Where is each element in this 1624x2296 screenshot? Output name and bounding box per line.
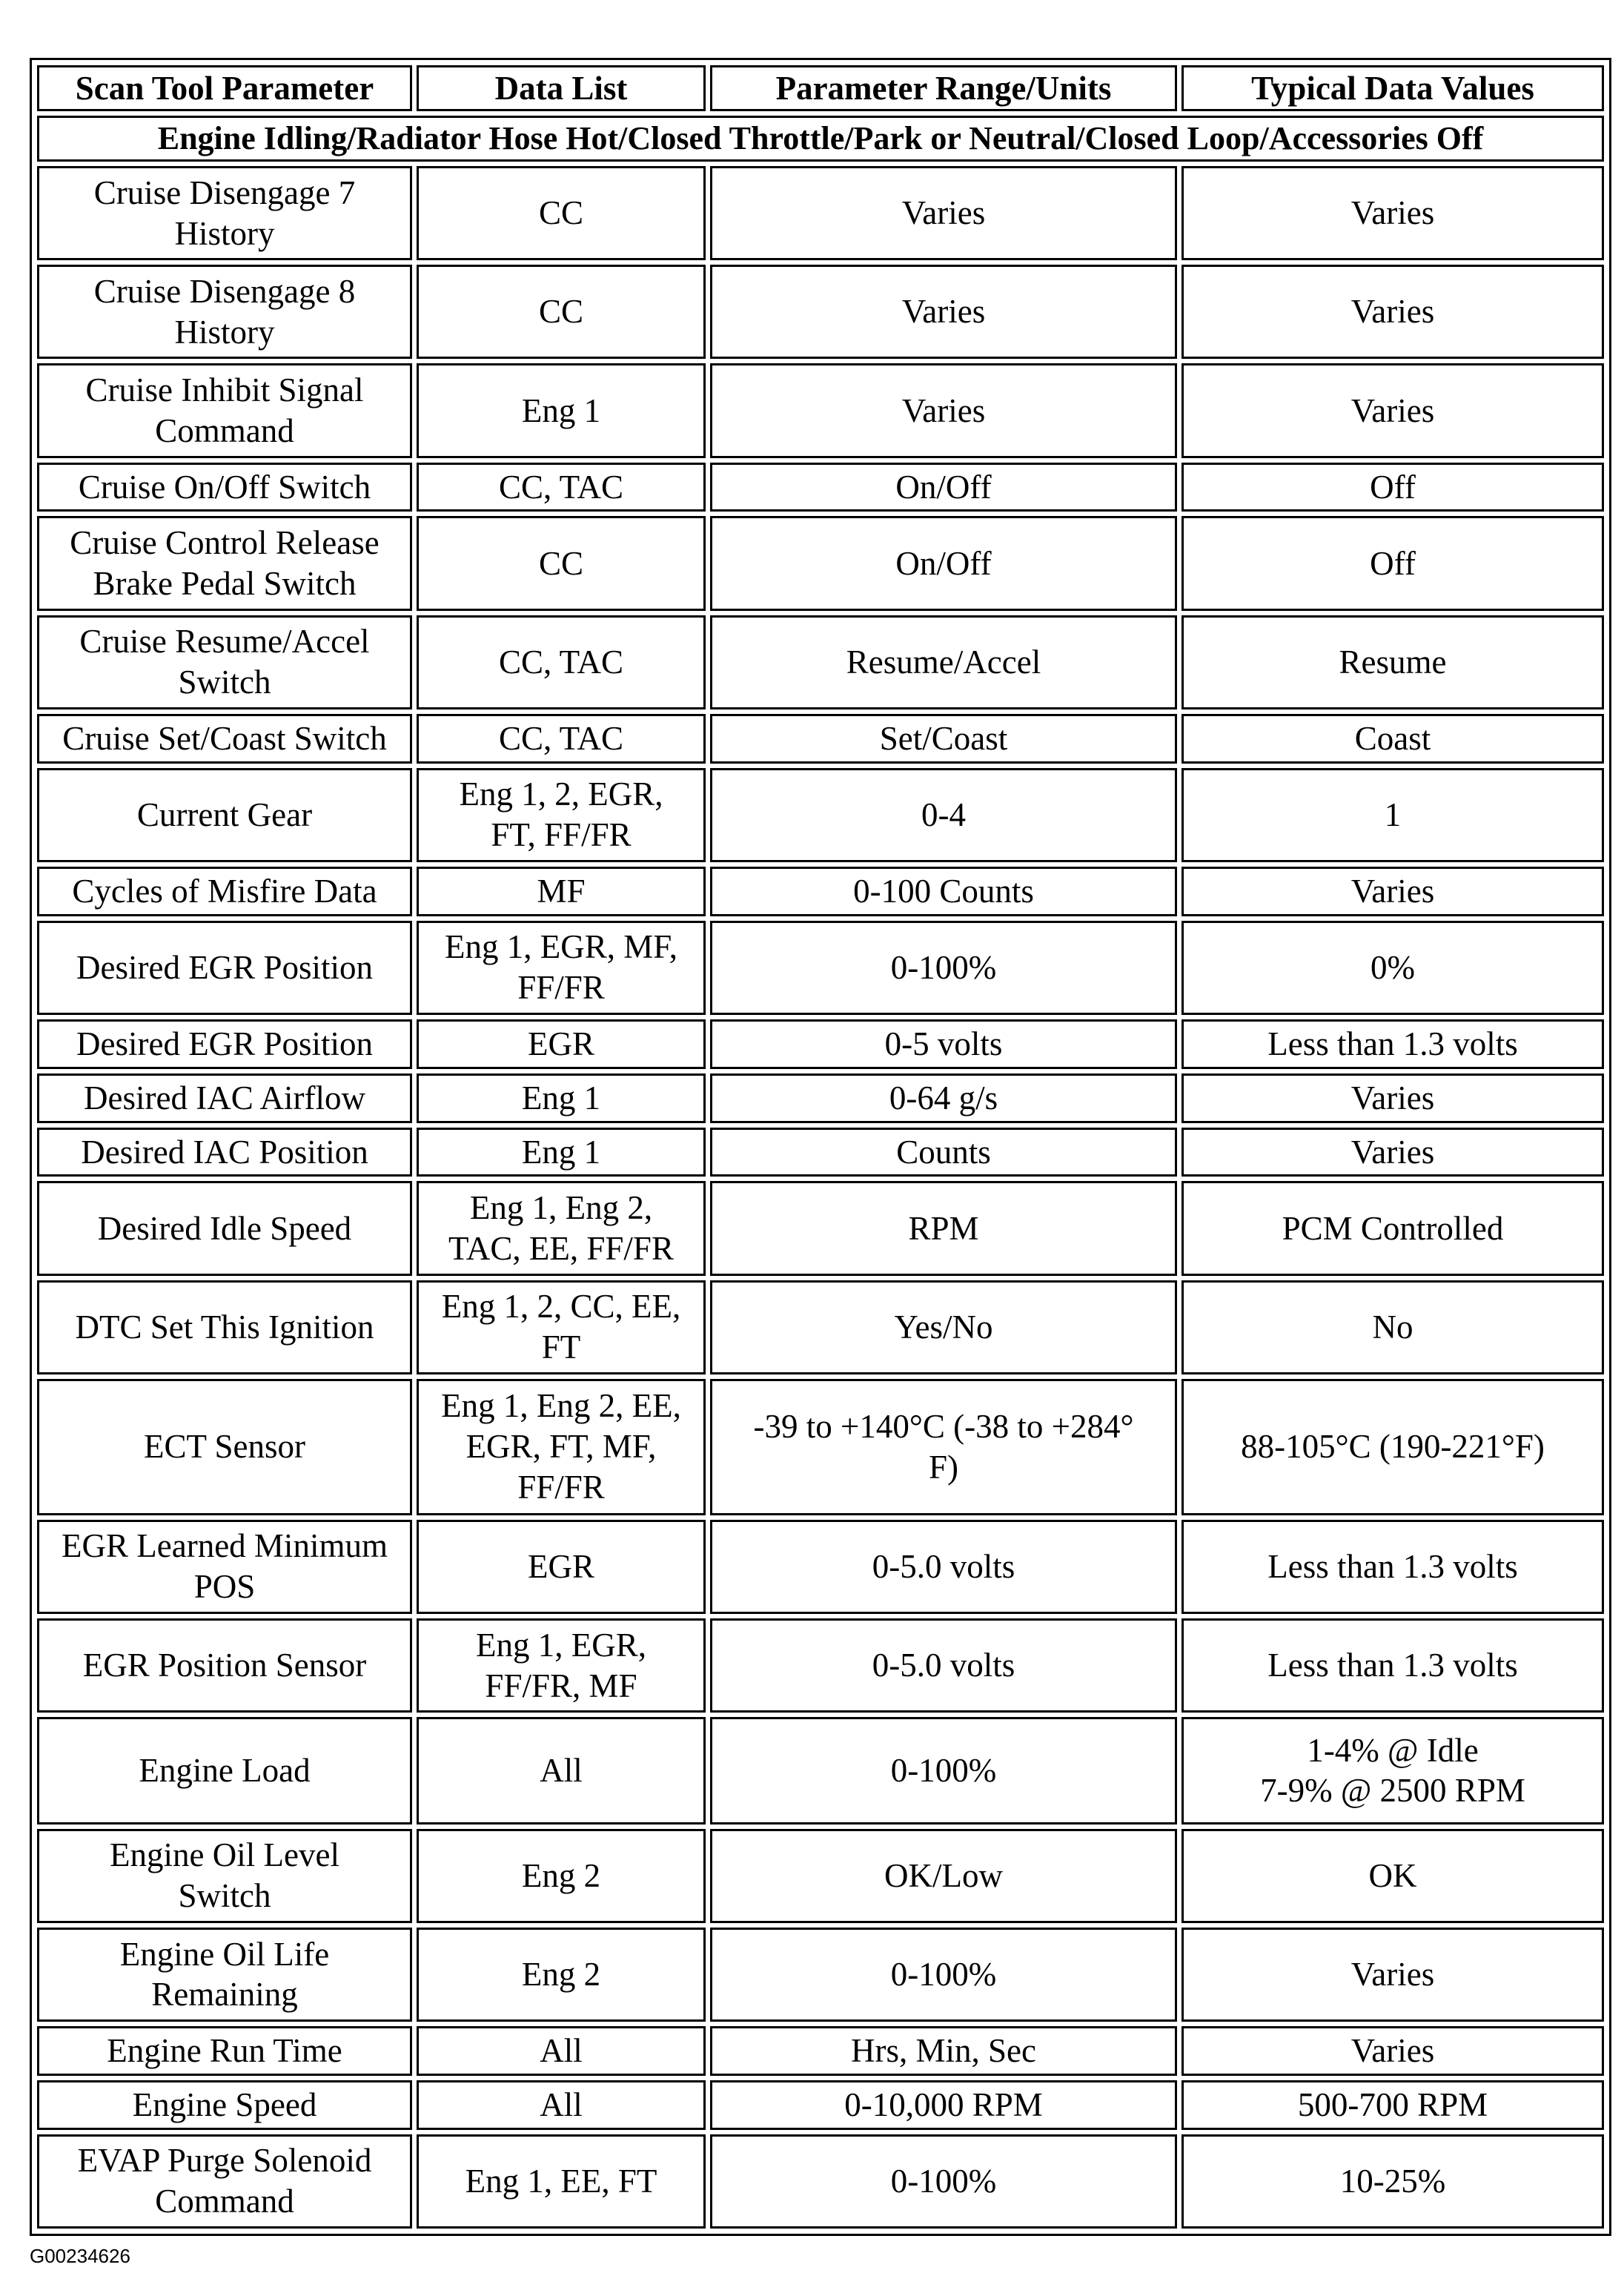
- typical-value-cell-text: Off: [1370, 544, 1416, 582]
- parameter-cell: [37, 463, 412, 512]
- parameter-cell: [37, 1128, 412, 1177]
- parameter-cell-text: Cruise Inhibit Signal Command: [85, 371, 364, 449]
- typical-value-cell: [1181, 265, 1604, 359]
- range-cell: [710, 363, 1177, 457]
- parameter-cell: [37, 363, 412, 457]
- range-cell: [710, 1717, 1177, 1824]
- table-row: [37, 463, 1604, 512]
- parameter-cell-text: EGR Position Sensor: [82, 1647, 367, 1684]
- table-row: [37, 867, 1604, 916]
- parameter-cell-text: Desired IAC Airflow: [84, 1079, 365, 1116]
- table-row: [37, 1128, 1604, 1177]
- parameter-cell: [37, 2134, 412, 2229]
- data-list-cell: [417, 1520, 706, 1614]
- table-row: [37, 1928, 1604, 2022]
- typical-value-cell-text: Varies: [1350, 1079, 1435, 1116]
- parameter-cell-text: Cruise Set/Coast Switch: [62, 719, 387, 757]
- typical-value-cell-text: PCM Controlled: [1282, 1209, 1504, 1247]
- range-cell-text: Yes/No: [894, 1308, 993, 1346]
- parameter-cell-text: Cruise Control Release Brake Pedal Switch: [70, 524, 380, 603]
- range-cell: [710, 265, 1177, 359]
- typical-value-cell: [1181, 768, 1604, 862]
- parameter-cell: [37, 921, 412, 1015]
- range-cell: [710, 1928, 1177, 2022]
- range-cell: [710, 2134, 1177, 2229]
- table-row: [37, 2080, 1604, 2130]
- range-cell-text: Counts: [896, 1133, 991, 1171]
- typical-value-cell: [1181, 1379, 1604, 1515]
- data-list-cell: [417, 1717, 706, 1824]
- typical-value-cell-text: Varies: [1350, 872, 1435, 910]
- range-cell-text: 0-100%: [890, 948, 997, 986]
- parameter-cell-text: Cruise Disengage 8 History: [93, 272, 356, 351]
- typical-value-cell: [1181, 166, 1604, 260]
- range-cell: [710, 2026, 1177, 2076]
- typical-value-cell-text: No: [1372, 1308, 1413, 1346]
- header-row: [37, 65, 1604, 111]
- table-row: [37, 1520, 1604, 1614]
- parameter-cell-text: ECT Sensor: [144, 1428, 305, 1466]
- parameter-cell: [37, 714, 412, 764]
- typical-value-cell-text: Varies: [1350, 1133, 1435, 1171]
- parameter-cell: [37, 768, 412, 862]
- range-cell: [710, 1829, 1177, 1923]
- table-row: [37, 768, 1604, 862]
- range-cell: [710, 921, 1177, 1015]
- parameter-cell-text: Desired IAC Position: [81, 1133, 368, 1171]
- data-list-cell-text: All: [540, 2085, 583, 2123]
- table-row: [37, 1829, 1604, 1923]
- data-list-cell: [417, 1379, 706, 1515]
- range-cell-text: On/Off: [895, 468, 992, 506]
- data-list-cell: [417, 2026, 706, 2076]
- range-cell: [710, 714, 1177, 764]
- range-cell-text: 0-100%: [890, 1751, 997, 1789]
- typical-value-cell: [1181, 1520, 1604, 1614]
- parameter-cell-text: Engine Speed: [132, 2085, 317, 2123]
- parameter-cell: [37, 516, 412, 610]
- typical-value-cell: [1181, 867, 1604, 916]
- typical-value-cell: [1181, 2080, 1604, 2130]
- typical-value-cell: [1181, 2026, 1604, 2076]
- range-cell-text: RPM: [908, 1209, 979, 1247]
- data-list-cell: [417, 2134, 706, 2229]
- parameter-cell: [37, 1181, 412, 1275]
- range-cell: [710, 1073, 1177, 1123]
- data-list-cell-text: CC: [538, 544, 584, 582]
- header-typical-data-values: Typical Data Values: [1181, 65, 1604, 111]
- typical-value-cell-text: 1-4% @ Idle 7-9% @ 2500 RPM: [1260, 1731, 1525, 1810]
- parameter-cell-text: EVAP Purge Solenoid Command: [77, 2142, 372, 2220]
- range-cell-text: Varies: [901, 293, 986, 331]
- data-list-cell: [417, 714, 706, 764]
- data-list-cell: [417, 1618, 706, 1713]
- table-row: [37, 363, 1604, 457]
- typical-value-cell: [1181, 2134, 1604, 2229]
- parameter-cell: [37, 1717, 412, 1824]
- typical-value-cell-text: Varies: [1350, 1955, 1435, 1993]
- data-list-cell-text: Eng 1: [521, 391, 601, 429]
- typical-value-cell: [1181, 615, 1604, 709]
- parameter-cell-text: Cruise On/Off Switch: [78, 468, 371, 506]
- data-list-cell-text: MF: [537, 872, 586, 910]
- range-cell: [710, 768, 1177, 862]
- parameter-cell: [37, 1019, 412, 1069]
- figure-id: G00234626: [30, 2245, 130, 2267]
- range-cell: [710, 166, 1177, 260]
- data-list-cell-text: Eng 1, Eng 2, TAC, EE, FF/FR: [448, 1189, 674, 1267]
- header-scan-tool-parameter: Scan Tool Parameter: [37, 65, 412, 111]
- parameter-cell-text: DTC Set This Ignition: [75, 1308, 374, 1346]
- table-row: [37, 166, 1604, 260]
- typical-value-cell-text: Varies: [1350, 194, 1435, 232]
- range-cell: [710, 1379, 1177, 1515]
- typical-value-cell-text: 10-25%: [1339, 2162, 1446, 2200]
- data-list-cell-text: CC: [538, 194, 584, 232]
- data-list-cell: [417, 1829, 706, 1923]
- parameter-cell-text: Cycles of Misfire Data: [72, 872, 377, 910]
- typical-value-cell-text: Less than 1.3 volts: [1267, 1547, 1518, 1585]
- range-cell-text: On/Off: [895, 544, 992, 582]
- data-list-cell: [417, 1073, 706, 1123]
- typical-value-cell: [1181, 921, 1604, 1015]
- range-cell-text: 0-100%: [890, 2162, 997, 2200]
- parameter-cell-text: EGR Learned Minimum POS: [62, 1527, 388, 1606]
- data-list-cell-text: Eng 1, 2, CC, EE, FT: [441, 1288, 681, 1366]
- table-row: [37, 1181, 1604, 1275]
- data-list-cell: [417, 363, 706, 457]
- table-row: [37, 1019, 1604, 1069]
- section-title: Engine Idling/Radiator Hose Hot/Closed Throttle/Park or Neutral/Closed Loop/Accessories Off: [37, 116, 1604, 162]
- typical-value-cell-text: Less than 1.3 volts: [1267, 1025, 1518, 1062]
- data-list-cell-text: CC, TAC: [498, 643, 624, 681]
- range-cell: [710, 1128, 1177, 1177]
- parameter-cell: [37, 2080, 412, 2130]
- data-list-cell-text: CC, TAC: [498, 719, 624, 757]
- data-list-cell-text: CC: [538, 293, 584, 331]
- data-list-cell-text: Eng 1, Eng 2, EE, EGR, FT, MF, FF/FR: [441, 1387, 681, 1506]
- typical-value-cell-text: Varies: [1350, 391, 1435, 429]
- typical-value-cell: [1181, 1829, 1604, 1923]
- range-cell-text: -39 to +140°C (-38 to +284° F): [753, 1407, 1134, 1486]
- typical-value-cell-text: Less than 1.3 volts: [1267, 1647, 1518, 1684]
- table-row: [37, 615, 1604, 709]
- typical-value-cell: [1181, 1128, 1604, 1177]
- parameter-cell: [37, 867, 412, 916]
- section-row: [37, 116, 1604, 162]
- data-list-cell: [417, 166, 706, 260]
- data-list-cell: [417, 2080, 706, 2130]
- data-list-cell-text: Eng 1: [521, 1079, 601, 1116]
- range-cell: [710, 1618, 1177, 1713]
- data-list-cell: [417, 516, 706, 610]
- parameter-cell: [37, 1928, 412, 2022]
- typical-value-cell-text: Varies: [1350, 293, 1435, 331]
- table-row: [37, 714, 1604, 764]
- range-cell-text: Resume/Accel: [846, 643, 1041, 681]
- data-list-cell: [417, 463, 706, 512]
- parameter-cell-text: Current Gear: [136, 795, 313, 833]
- typical-value-cell-text: 0%: [1371, 948, 1415, 986]
- data-list-cell: [417, 1181, 706, 1275]
- range-cell: [710, 867, 1177, 916]
- typical-value-cell-text: Varies: [1350, 2032, 1435, 2069]
- typical-value-cell-text: 1: [1384, 795, 1402, 833]
- parameter-cell: [37, 1073, 412, 1123]
- typical-value-cell-text: OK: [1368, 1856, 1417, 1894]
- range-cell-text: 0-100 Counts: [853, 872, 1034, 910]
- data-list-cell-text: Eng 2: [521, 1955, 601, 1993]
- parameter-cell: [37, 615, 412, 709]
- table-row: [37, 1280, 1604, 1374]
- table-row: [37, 921, 1604, 1015]
- table-row: [37, 516, 1604, 610]
- typical-value-cell: [1181, 1181, 1604, 1275]
- parameter-cell: [37, 265, 412, 359]
- range-cell-text: Varies: [901, 391, 986, 429]
- data-list-cell-text: Eng 1, EGR, MF, FF/FR: [445, 928, 677, 1007]
- range-cell-text: 0-64 g/s: [889, 1079, 998, 1116]
- range-cell: [710, 2080, 1177, 2130]
- data-list-cell: [417, 1280, 706, 1374]
- typical-value-cell: [1181, 1717, 1604, 1824]
- range-cell-text: OK/Low: [884, 1856, 1003, 1894]
- parameter-cell-text: Desired EGR Position: [76, 1025, 373, 1062]
- typical-value-cell: [1181, 1073, 1604, 1123]
- range-cell-text: 0-4: [921, 795, 966, 833]
- data-list-cell-text: EGR: [528, 1025, 594, 1062]
- data-list-cell: [417, 768, 706, 862]
- parameter-cell: [37, 1829, 412, 1923]
- typical-value-cell-text: Resume: [1339, 643, 1447, 681]
- typical-value-cell-text: Coast: [1354, 719, 1431, 757]
- typical-value-cell: [1181, 1019, 1604, 1069]
- range-cell: [710, 615, 1177, 709]
- table-row: [37, 265, 1604, 359]
- parameter-cell: [37, 1520, 412, 1614]
- data-list-cell: [417, 615, 706, 709]
- typical-value-cell-text: 500-700 RPM: [1297, 2085, 1488, 2123]
- typical-value-cell: [1181, 1928, 1604, 2022]
- range-cell-text: 0-10,000 RPM: [844, 2085, 1043, 2123]
- data-list-cell: [417, 921, 706, 1015]
- header-data-list: Data List: [417, 65, 706, 111]
- table-row: [37, 1379, 1604, 1515]
- parameter-cell: [37, 1618, 412, 1713]
- range-cell-text: 0-5 volts: [884, 1025, 1003, 1062]
- table-row: [37, 2026, 1604, 2076]
- range-cell: [710, 1280, 1177, 1374]
- parameter-cell-text: Engine Run Time: [107, 2032, 342, 2069]
- table-row: [37, 1618, 1604, 1713]
- parameter-cell: [37, 166, 412, 260]
- data-list-cell: [417, 265, 706, 359]
- data-list-cell-text: All: [540, 1751, 583, 1789]
- parameter-cell-text: Engine Oil Level Switch: [110, 1836, 339, 1915]
- data-list-cell: [417, 1928, 706, 2022]
- range-cell: [710, 463, 1177, 512]
- range-cell: [710, 1181, 1177, 1275]
- parameter-cell: [37, 2026, 412, 2076]
- data-list-cell-text: Eng 1, EE, FT: [465, 2162, 657, 2200]
- header-parameter-range-units: Parameter Range/Units: [710, 65, 1177, 111]
- range-cell-text: Hrs, Min, Sec: [851, 2032, 1036, 2069]
- range-cell-text: 0-5.0 volts: [872, 1647, 1015, 1684]
- typical-value-cell: [1181, 363, 1604, 457]
- data-list-cell-text: All: [540, 2032, 583, 2069]
- data-list-cell: [417, 1128, 706, 1177]
- range-cell-text: Varies: [901, 194, 986, 232]
- typical-value-cell: [1181, 714, 1604, 764]
- parameter-cell-text: Desired Idle Speed: [97, 1209, 352, 1247]
- parameter-cell-text: Engine Load: [139, 1751, 311, 1789]
- parameter-cell-text: Cruise Disengage 7 History: [93, 173, 356, 252]
- data-list-cell-text: Eng 2: [521, 1856, 601, 1894]
- data-list-cell-text: EGR: [528, 1547, 594, 1585]
- range-cell: [710, 1019, 1177, 1069]
- range-cell: [710, 1520, 1177, 1614]
- typical-value-cell: [1181, 463, 1604, 512]
- typical-value-cell-text: 88-105°C (190-221°F): [1241, 1428, 1545, 1466]
- data-list-cell-text: CC, TAC: [498, 468, 624, 506]
- table-row: [37, 2134, 1604, 2229]
- table-row: [37, 1073, 1604, 1123]
- data-list-cell-text: Eng 1, 2, EGR, FT, FF/FR: [459, 775, 663, 854]
- range-cell-text: Set/Coast: [879, 719, 1008, 757]
- range-cell: [710, 516, 1177, 610]
- typical-value-cell: [1181, 1618, 1604, 1713]
- data-list-cell: [417, 1019, 706, 1069]
- typical-value-cell: [1181, 516, 1604, 610]
- data-list-cell: [417, 867, 706, 916]
- range-cell-text: 0-5.0 volts: [872, 1547, 1015, 1585]
- parameter-cell-text: Desired EGR Position: [76, 948, 373, 986]
- range-cell-text: 0-100%: [890, 1955, 997, 1993]
- typical-value-cell-text: Off: [1370, 468, 1416, 506]
- parameter-cell-text: Engine Oil Life Remaining: [119, 1935, 330, 2014]
- table-row: [37, 1717, 1604, 1824]
- typical-value-cell: [1181, 1280, 1604, 1374]
- parameter-cell: [37, 1379, 412, 1515]
- data-list-cell-text: Eng 1, EGR, FF/FR, MF: [476, 1626, 646, 1704]
- parameter-cell-text: Cruise Resume/Accel Switch: [79, 623, 370, 701]
- data-list-cell-text: Eng 1: [521, 1133, 601, 1171]
- parameter-cell: [37, 1280, 412, 1374]
- scan-tool-data-table: [33, 61, 1608, 2233]
